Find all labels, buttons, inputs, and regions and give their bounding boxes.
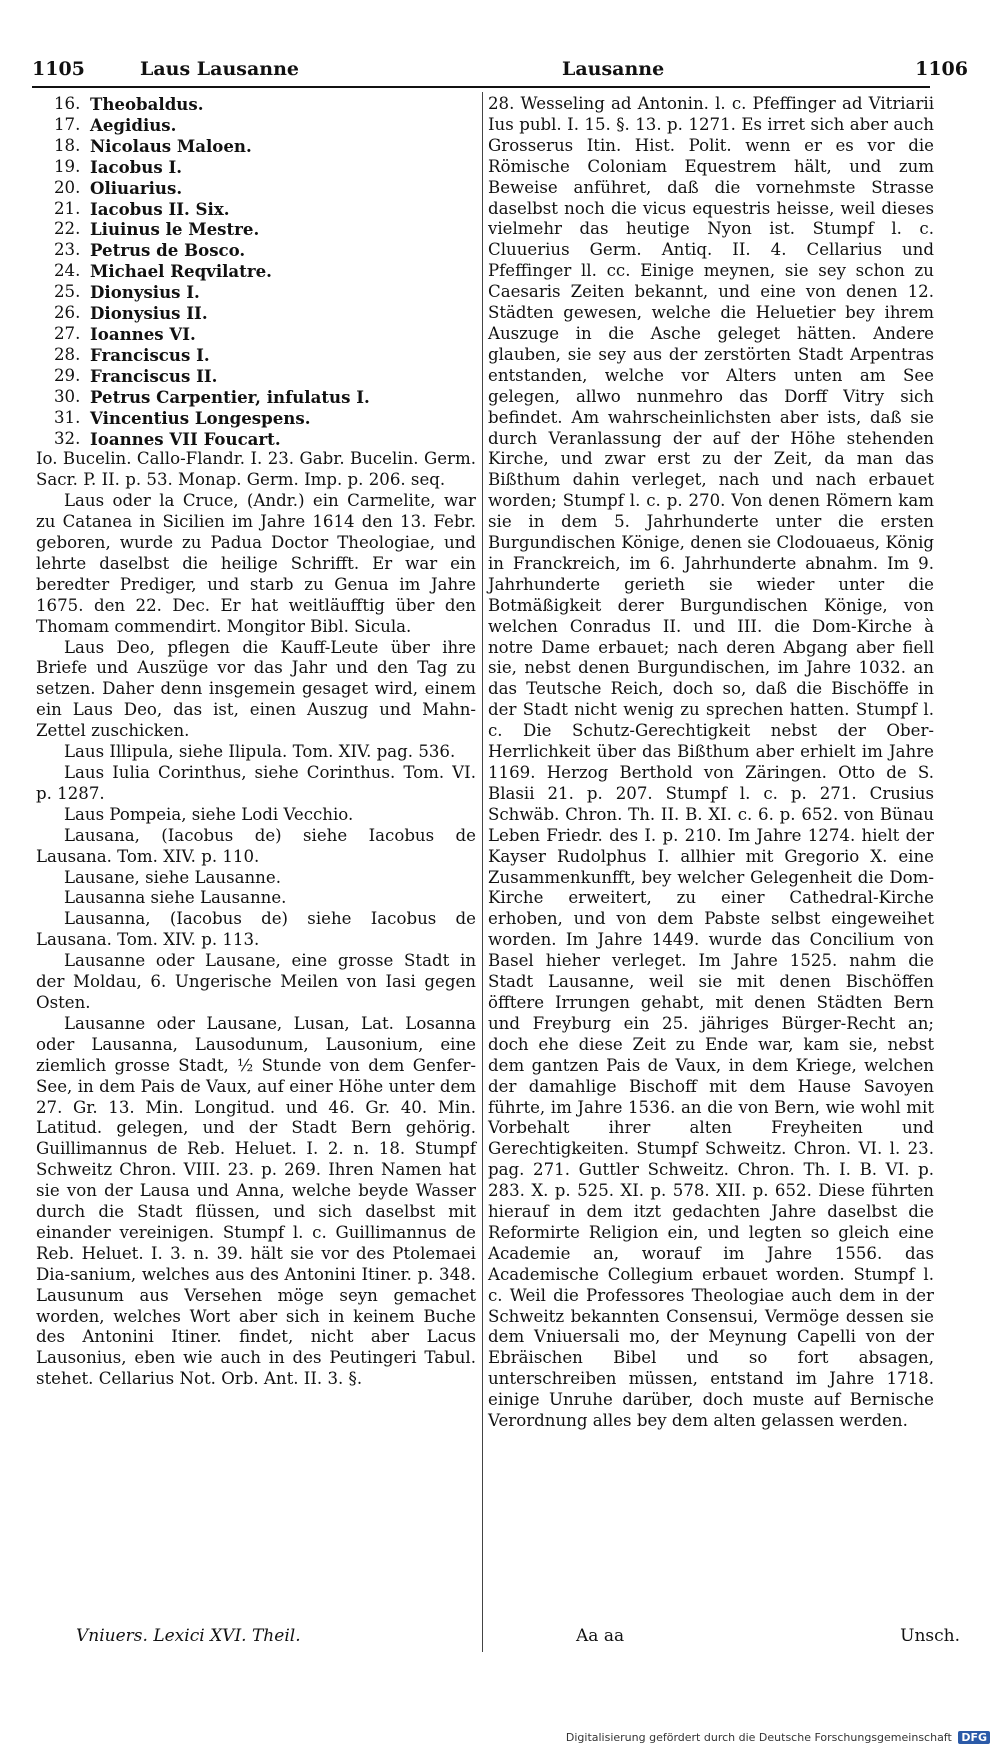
- list-item-text: Franciscus I.: [90, 344, 210, 365]
- paragraph: Lausanne oder Lausane, eine grosse Stadt in der Moldau, 6. Ungerische Meilen von Iasi gegen Osten.: [36, 951, 476, 1012]
- list-item: [36, 303, 476, 324]
- list-item-text: Iacobus II. Six.: [90, 198, 230, 219]
- paragraph: Lausanna siehe Lausanne.: [64, 888, 287, 908]
- list-item: [36, 282, 476, 303]
- list-item-number: 16.: [54, 94, 81, 113]
- list-item-text: Ioannes VI.: [90, 323, 196, 344]
- list-item-number: 28.: [54, 344, 81, 364]
- volume-note: Vniuers. Lexici XVI. Theil.: [76, 1626, 301, 1646]
- left-page-number: 1105: [32, 58, 85, 80]
- signature-mark: Aa aa: [576, 1626, 625, 1646]
- list-item: [36, 408, 476, 429]
- paragraph: Laus Pompeia, siehe Lodi Vecchio.: [64, 804, 354, 824]
- left-header-words: Laus Lausanne: [140, 58, 300, 80]
- list-item: [36, 199, 476, 220]
- list-item-number: 25.: [54, 282, 81, 302]
- list-item: [36, 345, 476, 366]
- list-item-text: Franciscus II.: [90, 365, 218, 386]
- list-item: [36, 366, 476, 387]
- paragraph: Laus Iulia Corinthus, siehe Corinthus. Tom. VI. p. 1287.: [36, 763, 476, 803]
- paragraph: Lausane, siehe Lausanne.: [64, 867, 281, 887]
- list-item: [36, 157, 476, 178]
- header-rule: [32, 86, 930, 88]
- paragraph: Lausanna, (Iacobus de) siehe Iacobus de Lausana. Tom. XIV. p. 113.: [36, 909, 476, 950]
- right-header-title: Lausanne: [562, 58, 665, 80]
- bishop-list: [36, 94, 476, 449]
- list-item-number: 22.: [54, 219, 81, 239]
- footer-text: Digitalisierung gefördert durch die Deutsche Forschungsgemeinschaft: [565, 1731, 952, 1744]
- list-item: [36, 219, 476, 240]
- paragraph: Lausanne oder Lausane, Lusan, Lat. Losanna oder Lausanna, Lausodunum, Lausonium, eine ziemlich grosse Stadt, ½ Stunde von dem Genfer-See, in dem Pais de Vaux, auf einer Höhe unter dem 27. Gr. 13. Min. Longitud. und 46. Gr. 40. Min. Latitud. gelegen, und der Stadt Bern gehörig. Guillimannus de Reb. Heluet. I. 2. n. 18. Stumpf Schweitz Chron. VIII. 23. p. 269. Ihren Namen hat sie von der Lausa und Anna, welche beyde Wasser durch die Stadt flüssen, und sich daselbst mit einander vereinigen. Stumpf l. c. Guillimannus de Reb. Heluet. I. 3. n. 39. hält sie vor des Ptolemaei Dia-sanium, welches aus des Antonini Itiner. p. 348. Lausunum aus Versehen möge seyn gemachet worden, welches Wort aber sich in keinem Buche des Antonini Itiner. findet, nicht aber Lacus Lausonius, eben wie auch in des Peutingeri Tabul. stehet. Cellarius Not. Orb. Ant. II. 3. §.: [36, 1013, 476, 1389]
- dfg-logo: DFG: [958, 1731, 990, 1744]
- list-item: [36, 115, 476, 136]
- list-item-text: Iacobus I.: [90, 156, 183, 177]
- list-item-text: Liuinus le Mestre.: [90, 219, 260, 240]
- list-item-number: 30.: [54, 386, 81, 406]
- list-item-text: Michael Reqvilatre.: [90, 261, 272, 282]
- list-item: [36, 178, 476, 199]
- paragraph: Laus Illipula, siehe Ilipula. Tom. XIV. pag. 536.: [64, 742, 456, 762]
- list-item-number: 31.: [54, 407, 81, 427]
- list-item-number: 17.: [54, 114, 81, 134]
- right-page-number: 1106: [915, 58, 968, 80]
- list-item: [36, 261, 476, 282]
- digitization-footer: [566, 1731, 990, 1744]
- list-item-number: 26.: [54, 303, 81, 323]
- list-item-text: Aegidius.: [90, 114, 177, 135]
- paragraph: 28. Wesseling ad Antonin. l. c. Pfeffinger ad Vitriarii Ius publ. I. 15. §. 13. p. 1271. Es irret sich aber auch Grosserus Itin. Hist. Polit. wenn er es vor die Römische Coloniam Equestrem hält, und zum Beweise anführet, daß die vornehmste Strasse daselbst noch die vicus equestris heisse, weil dieses vielmehr das heutige Nyon ist. Stumpf l. c. Cluuerius Germ. Antiq. II. 4. Cellarius und Pfeffinger ll. cc. Einige meynen, sie sey schon zu Caesaris Zeiten bekannt, und eine von denen 12. Städten gewesen, welche die Heluetier bey ihrem Auszuge in die Asche geleget hätten. Andere glauben, sie sey aus der zerstörten Stadt Arpentras entstanden, welche vor Alters unten am See gelegen, allwo nunmehro das Dorff Vitry sich befindet. Am wahrscheinlichsten aber ists, daß sie durch Veranlassung der auf der Höhe stehenden Kirche, und zwar erst zu der Zeit, da man das Bißthum dahin verleget, nach und nach erbauet worden; Stumpf l. c. p. 270. Von denen Römern kam sie in dem 5. Jahrhunderte unter die ersten Burgundischen Könige, denen sie Clodouaeus, König in Franckreich, im 6. Jahrhunderte abnahm. Im 9. Jahrhunderte gerieth sie wieder unter die Botmäßigkeit derer Burgundischen Könige, von welchen Conradus II. und III. die Dom-Kirche à notre Dame erbauet; nach deren Abgang aber fiell sie, nebst denen Burgundischen, im Jahre 1032. an das Teutsche Reich, doch so, daß die Bischöffe in der Stadt nicht wenig zu sprechen hatten. Stumpf l. c. Die Schutz-Gerechtigkeit nebst der Ober-Herrlichkeit über das Bißthum aber erhielt im Jahre 1169. Herzog Berthold von Zäringen. Otto de S. Blasii 21. p. 207. Stumpf l. c. p. 271. Crusius Schwäb. Chron. Th. II. B. XI. c. 6. p. 652. von Bünau Leben Friedr. des I. p. 210. Im Jahre 1274. hielt der Kayser Rudolphus I. allhier mit Gregorio X. eine Zusammenkunfft, bey welcher Gelegenheit die Dom-Kirche erweitert, zu einer Cathedral-Kirche erhoben, und von dem Pabste selbst eingeweihet worden. Im Jahre 1449. wurde das Concilium von Basel hieher verleget. Im Jahre 1525. nahm die Stadt Lausanne, weil sie mit denen Bischöffen öfftere Irrungen gehabt, mit denen Städten Bern und Freyburg ein 25. jähriges Bürger-Recht an; doch ehe diese Zeit zu Ende war, kam sie, nebst dem gantzen Pais de Vaux, in dem Kriege, welchen der damahlige Bischoff mit dem Hause Savoyen führte, im Jahre 1536. an die von Bern, wie wohl mit Vorbehalt ihrer alten Freyheiten und Gerechtigkeiten. Stumpf Schweitz. Chron. VI. l. 23. pag. 271. Guttler Schweitz. Chron. Th. I. B. VI. p. 283. X. p. 525. XI. p. 578. XII. p. 652. Diese führten hierauf in dem itzt gedachten Jahre daselbst die Reformirte Religion ein, und legten so gleich eine Academie an, worauf im Jahre 1556. das Academische Collegium erbauet worden. Stumpf l. c. Weil die Professores Theologiae auch dem in der Schweitz bekannten Consensui, Vermöge dessen sie dem Vniuersali mo, der Meynung Capelli von der Ebräischen Bibel und so fort absagen, unterschreiben müssen, entstand im Jahre 1718. einige Unruhe darüber, doch muste auf Bernische Verordnung alles bey dem alten gelassen werden.: [488, 94, 934, 1431]
- list-item: [36, 324, 476, 345]
- paragraph: Lausana, (Iacobus de) siehe Iacobus de Lausana. Tom. XIV. p. 110.: [36, 825, 476, 866]
- list-item: [36, 240, 476, 261]
- list-item-number: 23.: [54, 240, 81, 260]
- right-column: [488, 94, 934, 1432]
- list-item-text: Petrus de Bosco.: [90, 240, 246, 261]
- list-item-number: 21.: [54, 198, 81, 218]
- list-item: [36, 94, 476, 115]
- list-item-text: Ioannes VII Foucart.: [90, 428, 281, 449]
- list-item-text: Dionysius II.: [90, 303, 208, 324]
- catchword: Unsch.: [900, 1626, 960, 1646]
- left-paragraphs: [36, 449, 476, 1390]
- list-item-number: 32.: [54, 428, 81, 448]
- list-item-text: Theobaldus.: [90, 94, 204, 114]
- list-item: [36, 387, 476, 408]
- running-header: [32, 58, 968, 88]
- list-item-text: Petrus Carpentier, infulatus I.: [90, 386, 370, 407]
- list-item-number: 27.: [54, 323, 81, 343]
- list-item: [36, 136, 476, 157]
- list-item-number: 24.: [54, 261, 81, 281]
- list-item-text: Nicolaus Maloen.: [90, 135, 252, 156]
- catchline: [36, 1626, 960, 1650]
- left-column: [36, 94, 476, 1390]
- right-paragraphs: [488, 94, 934, 1432]
- paragraph: Laus Deo, pflegen die Kauff-Leute über ihre Briefe und Auszüge vor das Jahr und den Tag zu setzen. Daher denn insgemein gesaget wird, einem ein Laus Deo, das ist, einen Auszug und Mahn-Zettel zuschicken.: [36, 637, 476, 741]
- list-item-number: 19.: [54, 156, 81, 176]
- list-item: [36, 429, 476, 450]
- list-item-text: Dionysius I.: [90, 282, 200, 303]
- list-item-number: 18.: [54, 135, 81, 155]
- list-item-number: 29.: [54, 365, 81, 385]
- paragraph: Laus oder la Cruce, (Andr.) ein Carmelite, war zu Catanea in Sicilien im Jahre 1614 den 13. Febr. geboren, wurde zu Padua Doctor Theologiae, und lehrte daselbst die heilige Schrifft. Er war ein beredter Prediger, und starb zu Genua im Jahre 1675. den 22. Dec. Er hat weitläufftig über den Thomam commendirt. Mongitor Bibl. Sicula.: [36, 491, 476, 636]
- list-item-text: Oliuarius.: [90, 177, 183, 198]
- column-divider: [482, 92, 483, 1652]
- list-item-text: Vincentius Longespens.: [90, 407, 311, 428]
- paragraph: Io. Bucelin. Callo-Flandr. I. 23. Gabr. Bucelin. Germ. Sacr. P. II. p. 53. Monap. Germ. Imp. p. 206. seq.: [36, 449, 476, 490]
- list-item-number: 20.: [54, 177, 81, 197]
